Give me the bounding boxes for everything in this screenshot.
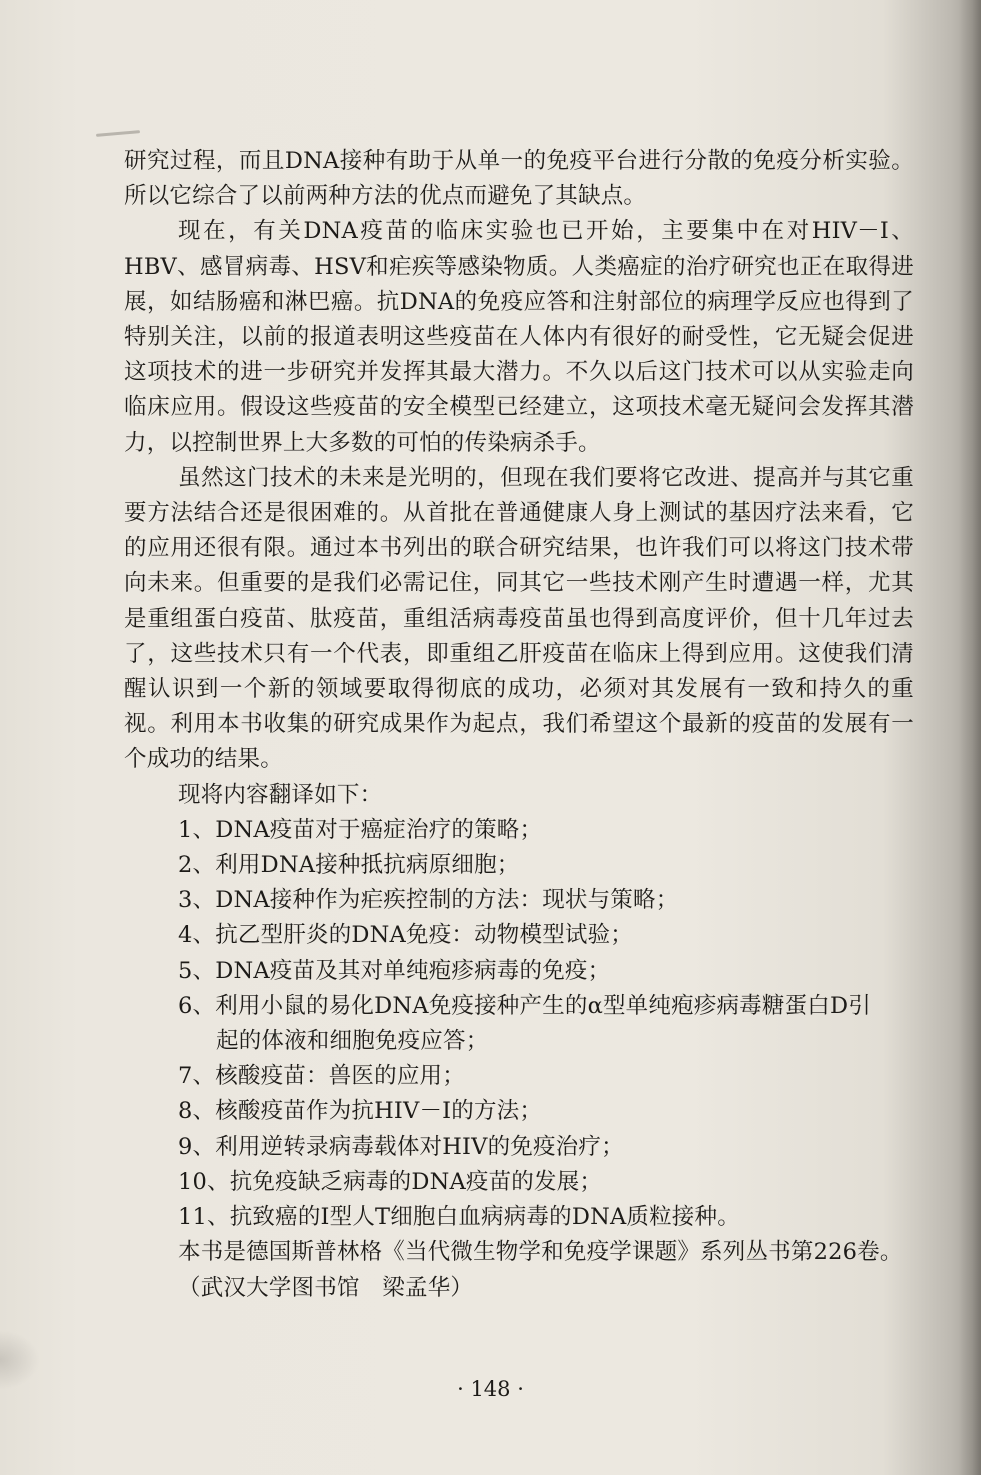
list-item-continuation: 起的体液和细胞免疫应答； [216,1028,489,1055]
paragraph-1: 研究过程，而且DNA接种有助于从单一的免疫平台进行分散的免疫分析实验。所以它综合了以前两种方法的优点而避免了其缺点。 [124,148,914,210]
body-text [124,144,914,1306]
list-item: 1、DNA疫苗对于癌症治疗的策略； [178,816,543,843]
spine-shadow [959,0,981,1475]
translator-signature: （武汉大学图书馆 梁孟华） [178,1274,474,1301]
paragraph-3: 虽然这门技术的未来是光明的，但现在我们要将它改进、提高并与其它重要方法结合还是很困难的。从首批在普通健康人身上测试的基因疗法来看，它的应用还很有限。通过本书列出的联合研究结果，也许我们可以将这门技术带向未来。但重要的是我们必需记住，同其它一些技术刚产生时遭遇一样，尤其是重组蛋白疫苗、肽疫苗，重组活病毒疫苗虽也得到高度评价，但十几年过去了，这些技术只有一个代表，即重组乙肝疫苗在临床上得到应用。这使我们清醒认识到一个新的领域要取得彻底的成功，必须对其发展有一致和持久的重视。利用本书收集的研究成果作为起点，我们希望这个最新的疫苗的发展有一个成功的结果。 [124,464,914,773]
list-item: 9、利用逆转录病毒载体对HIV的免疫治疗； [178,1133,624,1160]
list-item: 8、核酸疫苗作为抗HIV－I的方法； [178,1098,543,1125]
list-item: 7、核酸疫苗：兽医的应用； [178,1063,465,1090]
list-item: 2、利用DNA接种抵抗病原细胞； [178,852,520,879]
list-item: 6、利用小鼠的易化DNA免疫接种产生的α型单纯疱疹病毒糖蛋白D引 [178,992,871,1019]
contents-intro: 现将内容翻译如下： [178,781,383,808]
list-item: 3、DNA接种作为疟疾控制的方法：现状与策略； [178,887,679,914]
page-number: · 148 · [457,1377,524,1401]
series-note: 本书是德国斯普林格《当代微生物学和免疫学课题》系列丛书第226卷。 [178,1239,903,1266]
paragraph-2: 现在，有关DNA疫苗的临床实验也已开始，主要集中在对HIV－I、HBV、感冒病毒、HSV和疟疾等感染物质。人类癌症的治疗研究也正在取得进展，如结肠癌和淋巴癌。抗DNA的免疫应答和注射部位的病理学反应也得到了特别关注，以前的报道表明这些疫苗在人体内有很好的耐受性，它无疑会促进这项技术的进一步研究并发挥其最大潜力。不久以后这门技术可以从实验走向临床应用。假设这些疫苗的安全模型已经建立，这项技术毫无疑问会发挥其潜力，以控制世界上大多数的可怕的传染病杀手。 [124,218,914,456]
list-item: 4、抗乙型肝炎的DNA免疫：动物模型试验； [178,922,633,949]
list-item: 11、抗致癌的I型人T细胞白血病病毒的DNA质粒接种。 [178,1204,740,1231]
pencil-mark [96,130,140,137]
list-item: 5、DNA疫苗及其对单纯疱疹病毒的免疫； [178,957,611,984]
list-item: 10、抗免疫缺乏病毒的DNA疫苗的发展； [178,1168,603,1195]
